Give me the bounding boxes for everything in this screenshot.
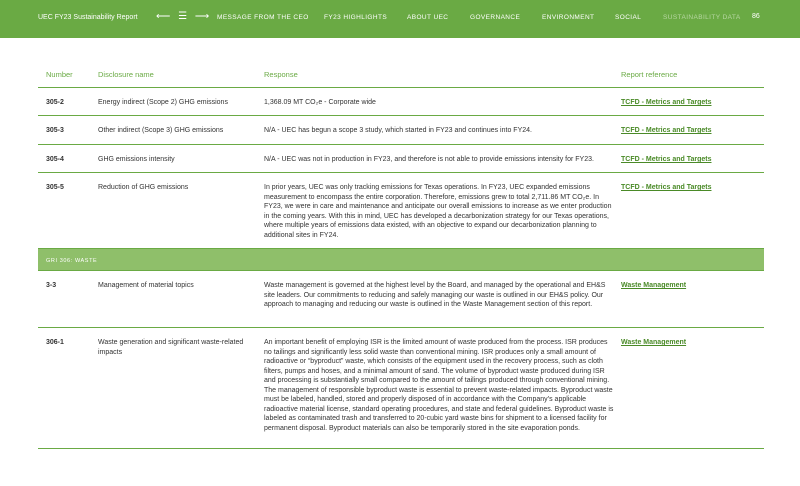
table-header (38, 62, 764, 88)
disclosure-name: Energy indirect (Scope 2) GHG emissions (98, 99, 228, 106)
disclosure-name: GHG emissions intensity (98, 156, 175, 163)
menu-icon[interactable]: ☰ (178, 11, 189, 22)
report-reference (621, 126, 761, 136)
disclosure-number: 306-1 (46, 339, 64, 346)
previous-page-icon[interactable]: ⟵ (156, 11, 172, 22)
nav-item-sustainability-data[interactable]: SUSTAINABILITY DATA (663, 14, 741, 21)
column-header-response: Response (264, 70, 298, 79)
report-reference-link[interactable]: TCFD - Metrics and Targets (621, 99, 712, 106)
nav-controls (156, 11, 213, 22)
disclosure-name: Reduction of GHG emissions (98, 184, 189, 191)
report-reference (621, 98, 761, 108)
nav-item-about-uec[interactable]: ABOUT UEC (407, 14, 449, 21)
disclosure-response: N/A - UEC has begun a scope 3 study, which started in FY23 and continues into FY24. (264, 127, 532, 134)
report-reference (621, 281, 761, 291)
report-reference (621, 183, 761, 193)
disclosure-response: An important benefit of employing ISR is the limited amount of waste produced from the process. ISR produces no tailings and significantly less solid waste than conventional mining. ISR produces only a small amount of radioactive or “byproduct” waste, which consists of the equipment used in the recovery process, such as cloth filters, pumps and hoses, and a minimal amount of sand. The volume of byproduct waste produced during ISR and processing is substantially small compared to the amount of tailings produced through conventional mining. The management of responsible byproduct waste is essential to prevent waste-related impacts. Byproduct waste must be labeled, handled, stored and properly disposed of in accordance with the Company’s applicable radioactive material license, standard operating procedures, and state and federal guidelines. Byproduct waste is labeled as contaminated trash and transferred to 20-cubic yard waste bins for shipment to a licensed facility for permanent disposal. Byproduct materials can also be temporarily stored in the site evaporation ponds. (264, 339, 614, 432)
report-reference-link[interactable]: Waste Management (621, 282, 687, 289)
disclosure-response: N/A - UEC was not in production in FY23, and therefore is not able to provide emissions intensity for FY23. (264, 156, 594, 163)
report-reference-link[interactable]: Waste Management (621, 339, 687, 346)
nav-item-governance[interactable]: GOVERNANCE (470, 14, 521, 21)
column-header-report-reference: Report reference (621, 70, 678, 79)
disclosure-number: 305-3 (46, 127, 64, 134)
table-row (38, 88, 764, 116)
nav-item-fy23-highlights[interactable]: FY23 HIGHLIGHTS (324, 14, 388, 21)
top-navigation-bar (0, 0, 800, 38)
nav-item-message-from-ceo[interactable]: MESSAGE FROM THE CEO (217, 14, 309, 21)
table-row (38, 328, 764, 449)
report-reference (621, 338, 761, 348)
table-row (38, 271, 764, 328)
disclosure-name: Waste generation and significant waste-related impacts (98, 339, 244, 356)
table-row (38, 173, 764, 249)
disclosure-response: Waste management is governed at the highest level by the Board, and managed by the operational and EH&S site leaders. Our commitments to reducing and safely managing our waste is outlined in our EH&S policy. Our approach to managing and reducing our waste is outlined in the Waste Management section of this report. (264, 282, 606, 308)
next-page-icon[interactable]: ⟶ (194, 11, 211, 22)
report-reference-link[interactable]: TCFD - Metrics and Targets (621, 156, 712, 163)
disclosure-number: 305-2 (46, 99, 64, 106)
page-number: 86 (752, 13, 760, 20)
column-header-number: Number (46, 70, 73, 79)
table-row (38, 145, 764, 173)
table-row (38, 116, 764, 145)
gri-disclosure-table (38, 62, 764, 449)
nav-item-environment[interactable]: ENVIRONMENT (542, 14, 595, 21)
column-header-disclosure-name: Disclosure name (98, 70, 154, 79)
report-title[interactable]: UEC FY23 Sustainability Report (38, 14, 138, 21)
report-reference (621, 155, 761, 165)
disclosure-name: Management of material topics (98, 282, 194, 289)
disclosure-number: 3-3 (46, 282, 57, 289)
disclosure-response: 1,368.09 MT CO₂e - Corporate wide (264, 99, 376, 106)
report-reference-link[interactable]: TCFD - Metrics and Targets (621, 127, 712, 134)
report-reference-link[interactable]: TCFD - Metrics and Targets (621, 184, 712, 191)
disclosure-response: In prior years, UEC was only tracking emissions for Texas operations. In FY23, UEC expanded emissions measurement to encompass the entire corporation. Therefore, emissions grew to total 2,711.86 MT CO₂e. In FY23, we were in care and maintenance and anticipate our overall emissions to increase as we enter production in the coming years. With this in mind, UEC has developed a decarbonization strategy for our Texas operations, where multiple years of emissions data existed, with an objective to expand our decarbonization planning to additional sites in FY24. (264, 184, 612, 239)
section-divider (38, 249, 764, 271)
disclosure-number: 305-5 (46, 184, 64, 191)
disclosure-name: Other indirect (Scope 3) GHG emissions (98, 127, 224, 134)
disclosure-number: 305-4 (46, 156, 64, 163)
section-label: GRI 306: WASTE (46, 258, 98, 264)
nav-item-social[interactable]: SOCIAL (615, 14, 642, 21)
